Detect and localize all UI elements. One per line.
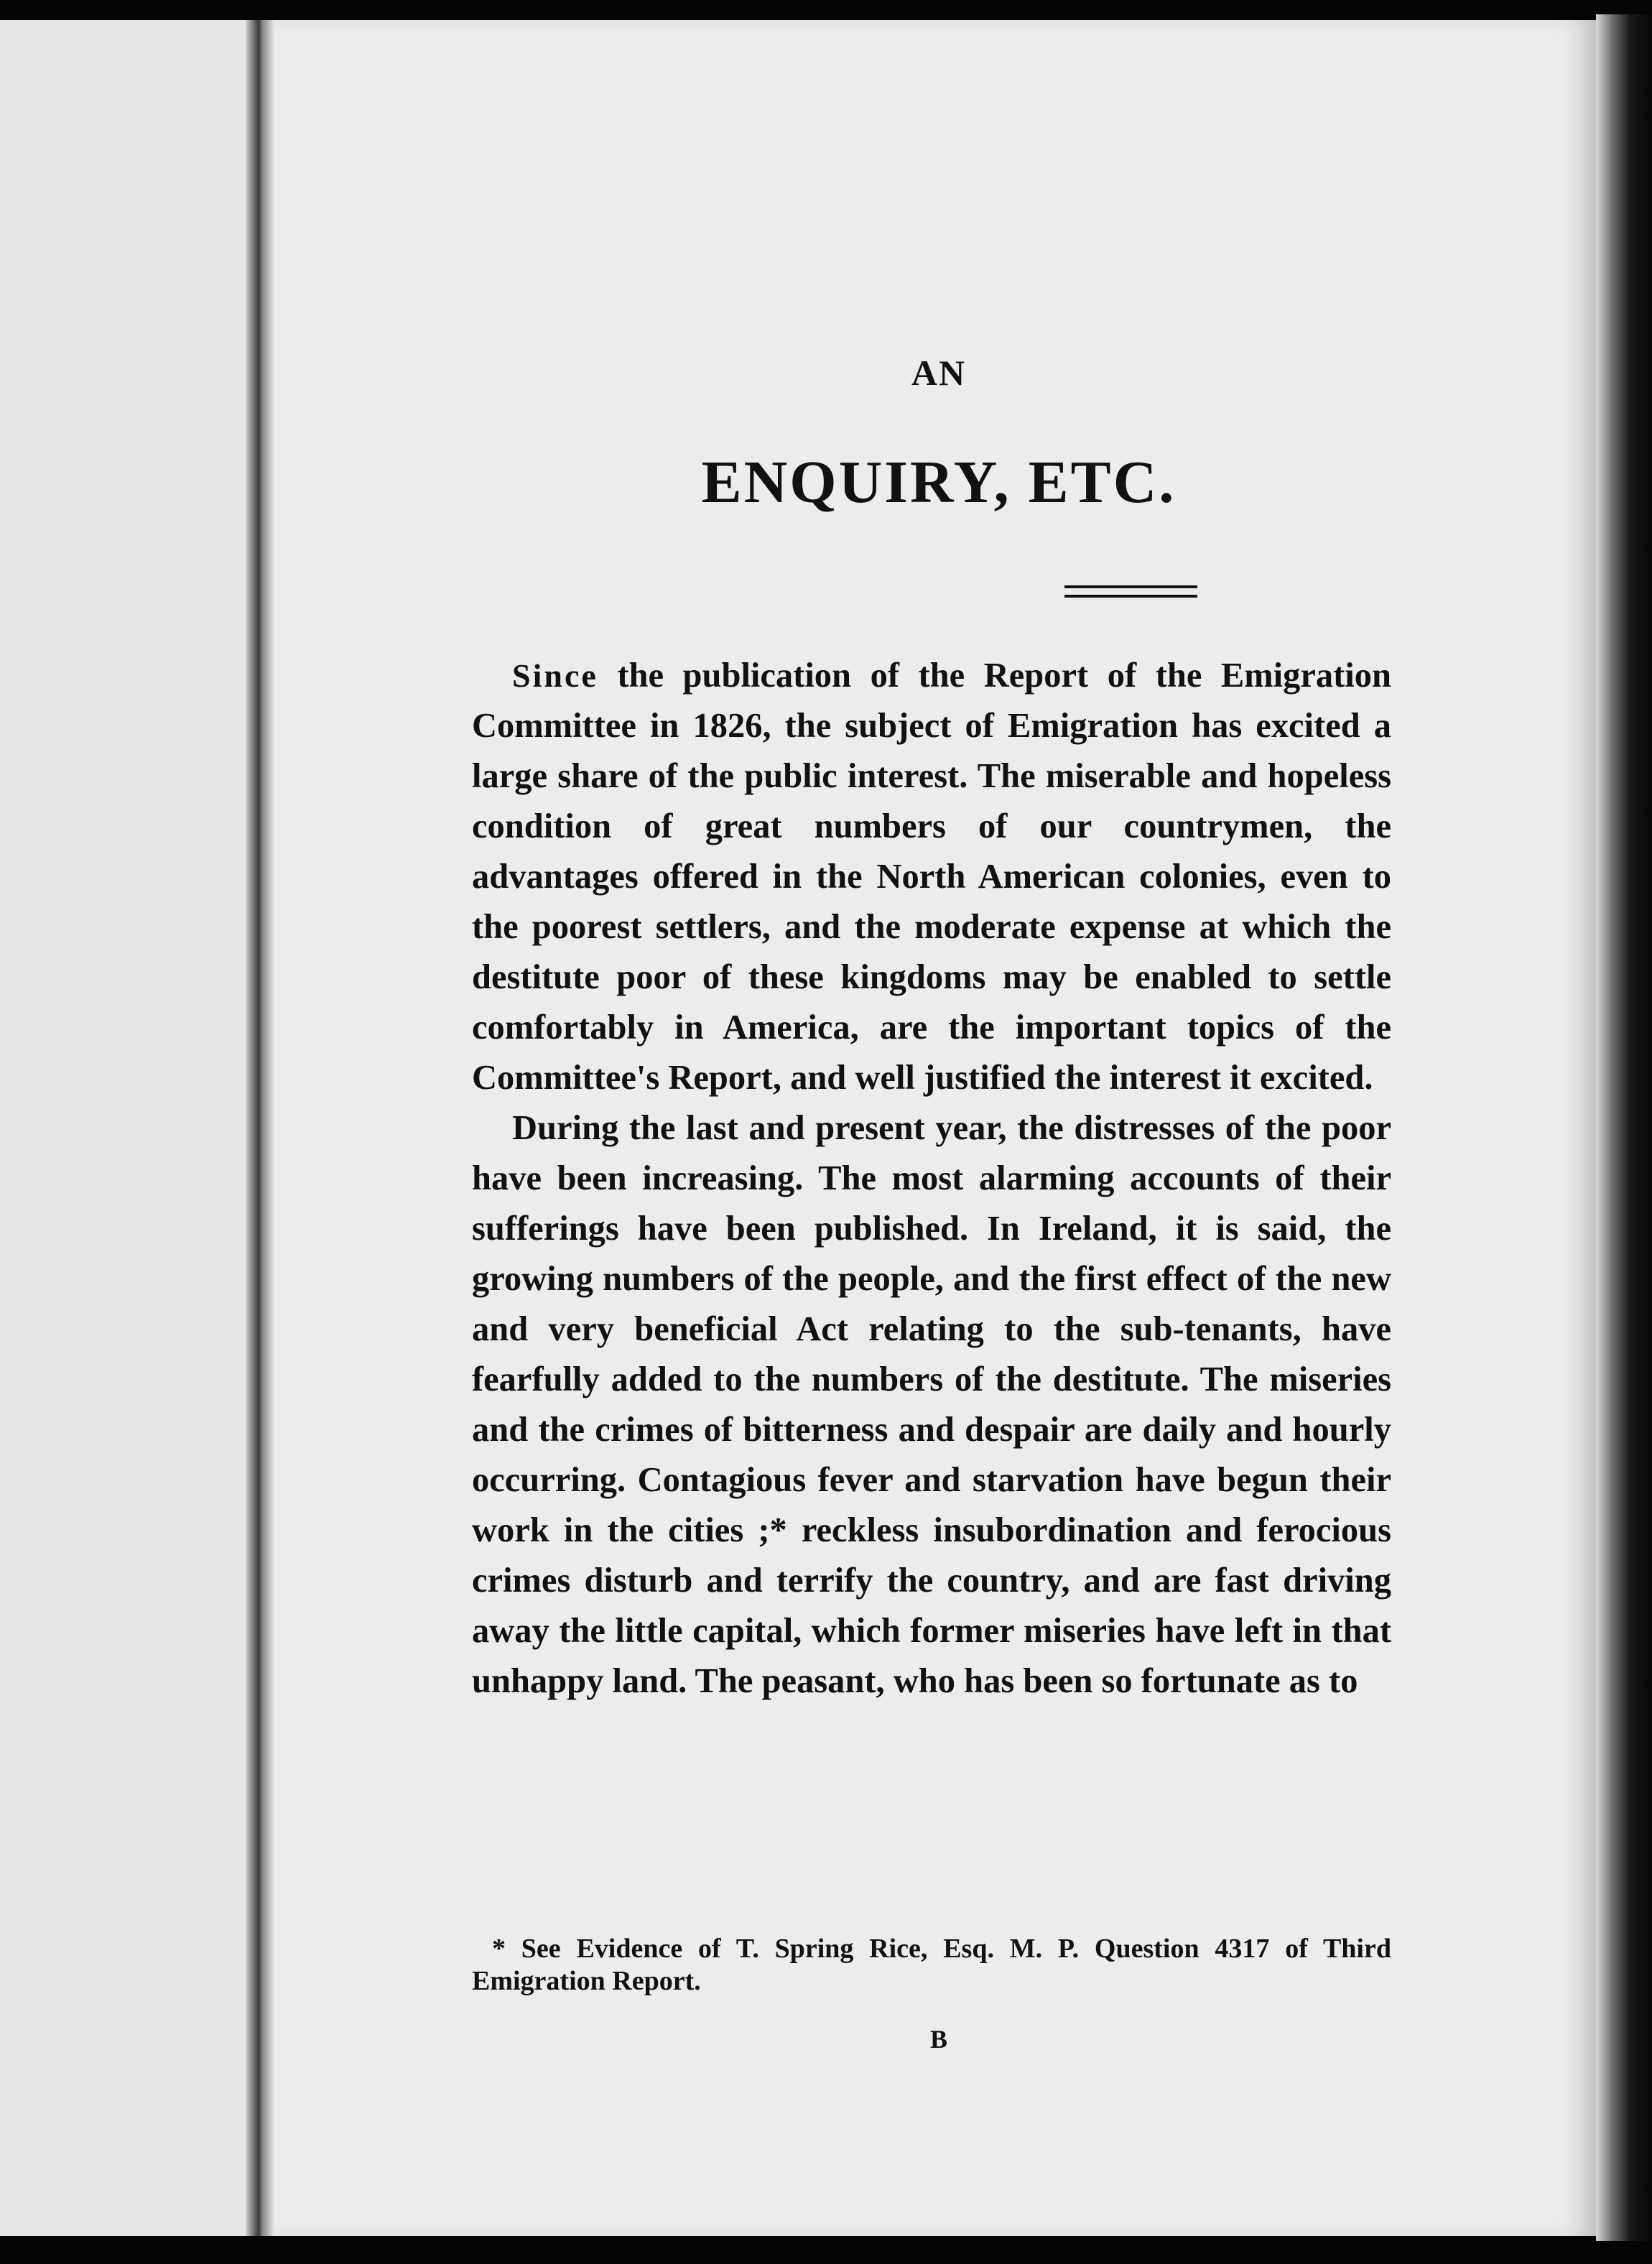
signature-mark: B bbox=[929, 2025, 947, 2054]
book-gutter bbox=[246, 20, 274, 2236]
body-text bbox=[472, 651, 1391, 1707]
title-rule-top bbox=[1064, 585, 1197, 588]
footnote bbox=[472, 1933, 1391, 1998]
page-edge-shadow bbox=[1596, 14, 1652, 2241]
title-rule-bottom bbox=[1064, 595, 1197, 598]
page-title: ENQUIRY, ETC. bbox=[701, 449, 1177, 516]
footnote-text: * See Evidence of T. Spring Rice, Esq. M. P. Question 4317 of Third Emigration Report. bbox=[472, 1934, 1391, 1996]
heading-an: AN bbox=[911, 353, 967, 393]
book-page bbox=[274, 20, 1596, 2236]
paragraph-1-opening: Since bbox=[512, 657, 598, 694]
paragraph-2: During the last and present year, the distresses of the poor have been increasing. The most alarming accounts of their sufferings have been published. In Ireland, it is said, the growing numbers of the people, and the first effect of the new and very beneficial Act relating to the sub-tenants, have fearfully added to the numbers of the destitute. The miseries and the crimes of bitterness and despair are daily and hourly occurring. Contagious fever and starvation have begun their work in the cities ;* reckless insubordination and ferocious crimes disturb and terrify the country, and are fast driving away the little capital, which former miseries have left in that unhappy land. The peasant, who has been so fortunate as to bbox=[472, 1109, 1391, 1700]
paragraph-1 bbox=[472, 651, 1391, 1103]
paragraph-1-text: the publication of the Report of the Emigration Committee in 1826, the subject of Emigration has excited a large share of the public interest. The miserable and hopeless condition of great numbers of our countrymen, the advantages offered in the North American colonies, even to the poorest settlers, and the moderate expense at which the destitute poor of these kingdoms may be enabled to settle comfortably in America, are the important topics of the Committee's Report, and well justified the interest it excited. bbox=[472, 657, 1391, 1097]
facing-page bbox=[0, 20, 259, 2236]
